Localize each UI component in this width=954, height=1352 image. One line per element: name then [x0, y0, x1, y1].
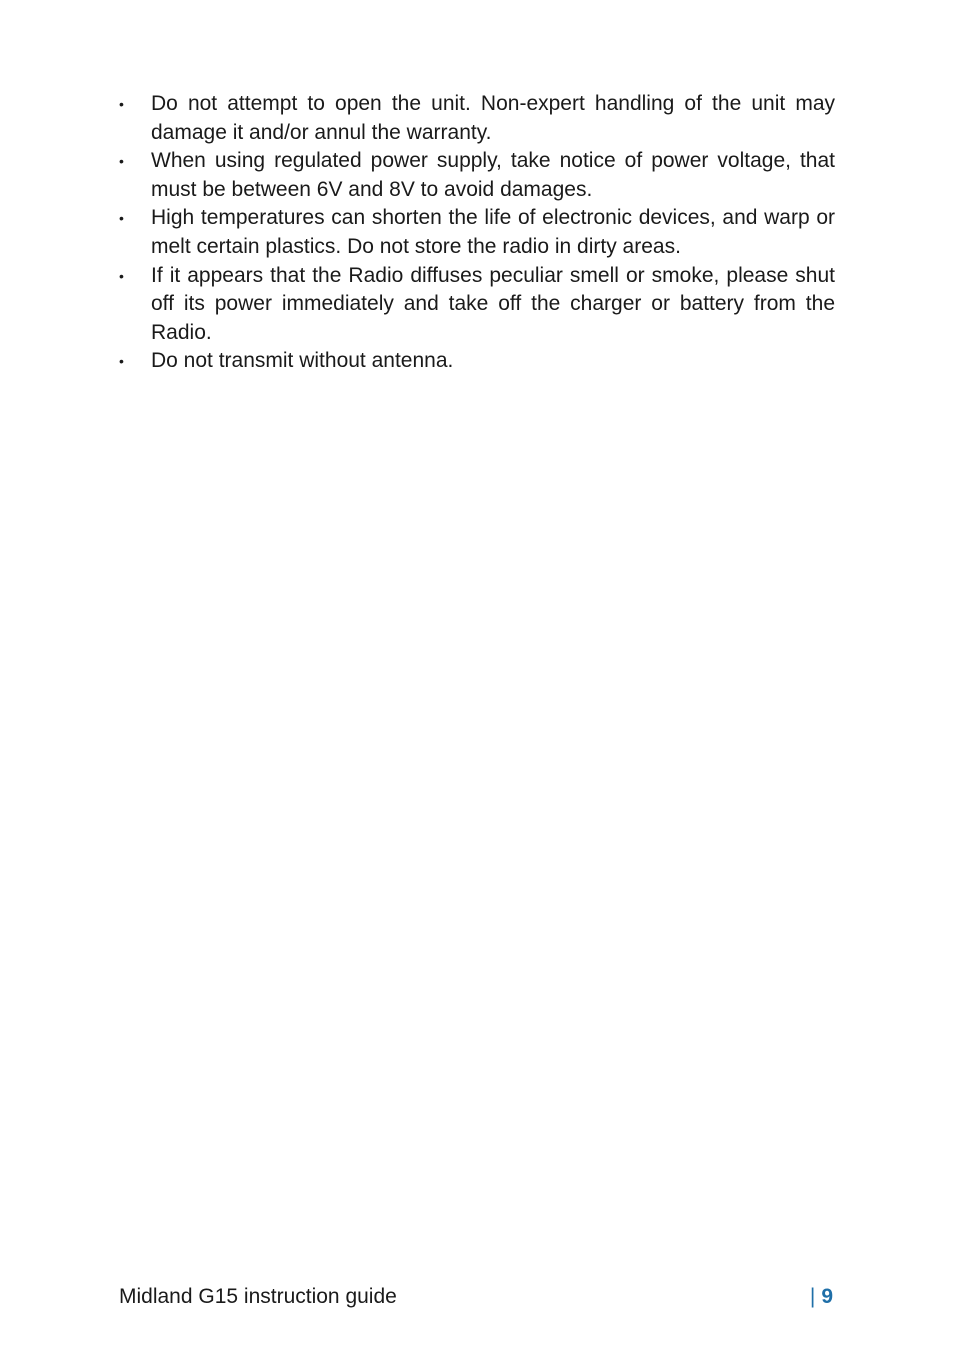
- bullet-item: [119, 204, 835, 261]
- page-number-value: 9: [821, 1285, 833, 1308]
- bullet-dot-icon: •: [119, 96, 124, 112]
- page-number: [810, 1282, 833, 1312]
- bullet-text: Do not attempt to open the unit. Non-expert handling of the unit may damage it and/or annul the warranty.: [151, 92, 835, 144]
- bullet-item: [119, 347, 835, 376]
- bullet-dot-icon: •: [119, 267, 124, 284]
- bullet-item: [119, 90, 835, 147]
- bullet-text: If it appears that the Radio diffuses peculiar smell or smoke, please shut off its power immediately and take off the charger or battery from the Radio.: [151, 263, 835, 344]
- bullet-dot-icon: •: [119, 153, 124, 170]
- bullet-item: [119, 262, 835, 348]
- bullet-text: High temperatures can shorten the life of electronic devices, and warp or melt certain plastics. Do not store the radio in dirty areas.: [151, 206, 835, 258]
- bullet-dot-icon: •: [119, 353, 124, 370]
- bullet-dot-icon: •: [119, 210, 124, 227]
- page-content: [119, 90, 835, 376]
- safety-bullet-list: [119, 90, 835, 376]
- page-separator: |: [809, 1285, 816, 1308]
- bullet-item: [119, 147, 835, 204]
- footer-title: Midland G15 instruction guide: [119, 1285, 397, 1308]
- bullet-text: Do not transmit without antenna.: [151, 349, 454, 373]
- page-footer: [119, 1282, 833, 1312]
- bullet-text: When using regulated power supply, take notice of power voltage, that must be between 6V and 8V to avoid damages.: [151, 149, 835, 201]
